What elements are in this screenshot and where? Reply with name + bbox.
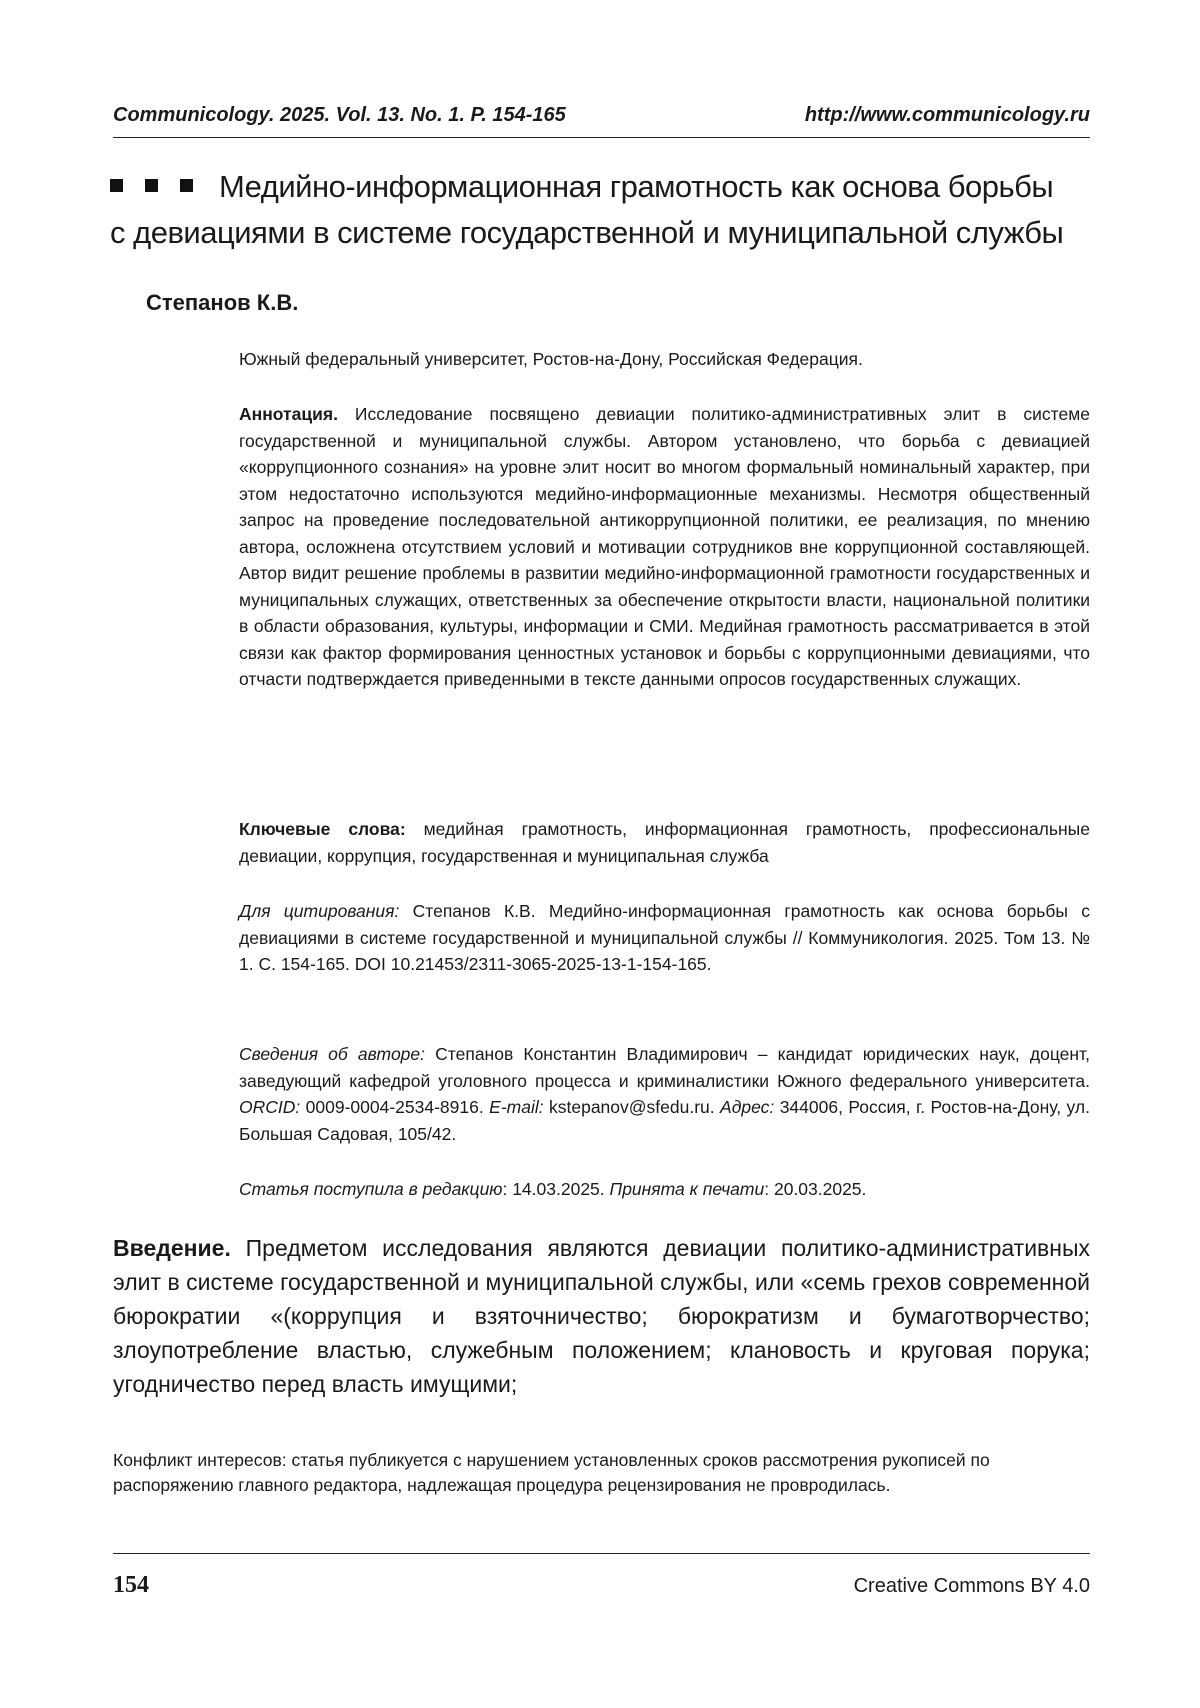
running-header — [113, 104, 1090, 138]
square-bullet-icon — [180, 179, 193, 192]
journal-url[interactable]: http://www.communicology.ru — [804, 104, 1090, 126]
keywords-label: Ключевые слова: — [239, 819, 406, 839]
journal-reference: Communicology. 2025. Vol. 13. No. 1. P. 154-165 — [113, 104, 566, 126]
intro-label: Введение. — [113, 1235, 231, 1261]
citation-label: Для цитирования: — [239, 901, 400, 921]
introduction-paragraph — [113, 1231, 1090, 1401]
keywords — [239, 816, 1090, 869]
square-bullet-icon — [145, 179, 158, 192]
keywords-text: медийная грамотность, информационная грамотность, профессиональные девиации, коррупция, государственная и муниципальная служба — [239, 819, 1090, 866]
page-number: 154 — [113, 1572, 149, 1598]
author-info — [239, 1041, 1090, 1147]
author-info-label: Сведения об авторе: — [239, 1044, 426, 1064]
submission-dates — [239, 1176, 1090, 1203]
abstract-label: Аннотация. — [239, 404, 338, 424]
conflict-of-interest-note: Конфликт интересов: статья публикуется с нарушением установленных сроков рассмотрения рукописей по распоряжению главного редактора, надлежащая процедура рецензирования не провродилась. — [113, 1450, 990, 1495]
author-name: Степанов К.В. — [146, 290, 299, 315]
abstract-text: Исследование посвящено девиации политико-административных элит в системе государственной и муниципальной службы. Автором установлено, что борьба с девиацией «коррупционного сознания» на уровне элит носит во многом формальный номинальный характер, при этом недостаточно используются медийно-информационные механизмы. Несмотря общественный запрос на проведение последовательной антикоррупционной политики, ее реализация, по мнению автора, осложнена отсутствием условий и мотивации сотрудников вне коррупционной составляющей. Автор видит решение проблемы в развитии медийно-информационной грамотности государственных и муниципальных служащих, ответственных за обеспечение открытости власти, национальной политики в области образования, культуры, информации и СМИ. Медийная грамотность рассматривается в этой связи как фактор формирования ценностных установок и борьбы с коррупционными девиациями, что отчасти подтверждается приведенными в тексте данными опросов государственных служащих. — [239, 404, 1090, 689]
received-date: : 14.03.2025. — [502, 1179, 605, 1199]
author-info-text: Степанов Константин Владимирович – кандидат юридических наук, доцент, заведующий кафедрой уголовного процесса и криминалистики Южного федерального университета. — [239, 1044, 1090, 1091]
square-bullet-icon — [110, 179, 123, 192]
title-line-1 — [110, 164, 1100, 210]
accepted-label: Принята к печати — [609, 1179, 765, 1199]
citation — [239, 898, 1090, 978]
footer-divider — [113, 1553, 1090, 1554]
article-title — [110, 164, 1100, 256]
intro-text: Предметом исследования являются девиации политико-административных элит в системе государственной и муниципальной службы, или «семь грехов современной бюрократии «(коррупция и взяточничество; бюрократизм и бумаготворчество; злоупотребление властью, служебным положением; клановость и круговая порука; угодничество перед власть имущими; — [113, 1235, 1091, 1397]
orcid-label: ORCID: — [239, 1097, 301, 1117]
title-text-1: Медийно-информационная грамотность как основа борьбы — [219, 169, 1054, 204]
email-value[interactable]: kstepanov@sfedu.ru. — [549, 1097, 715, 1117]
accepted-date: : 20.03.2025. — [764, 1179, 867, 1199]
title-line-2: с девиациями в системе государственной и муниципальной службы — [110, 215, 1064, 250]
orcid-value[interactable]: 0009-0004-2534-8916. — [305, 1097, 484, 1117]
abstract — [239, 401, 1090, 693]
address-value: 344006, Россия, г. Ростов-на-Дону, ул. Большая Садовая, 105/42. — [239, 1097, 1090, 1144]
address-label: Адрес: — [720, 1097, 775, 1117]
license-note: Creative Commons BY 4.0 — [853, 1575, 1090, 1597]
received-label: Статья поступила в редакцию — [239, 1179, 503, 1199]
email-label: E-mail: — [489, 1097, 544, 1117]
citation-text: Степанов К.В. Медийно-информационная грамотность как основа борьбы с девиациями в системе государственной и муниципальной службы // Коммуникология. 2025. Том 13. № 1. С. 154-165. DOI 10.21453/2311-3065-2025-13-1-154-165. — [239, 901, 1090, 974]
affiliation: Южный федеральный университет, Ростов-на-Дону, Российская Федерация. — [239, 349, 863, 369]
